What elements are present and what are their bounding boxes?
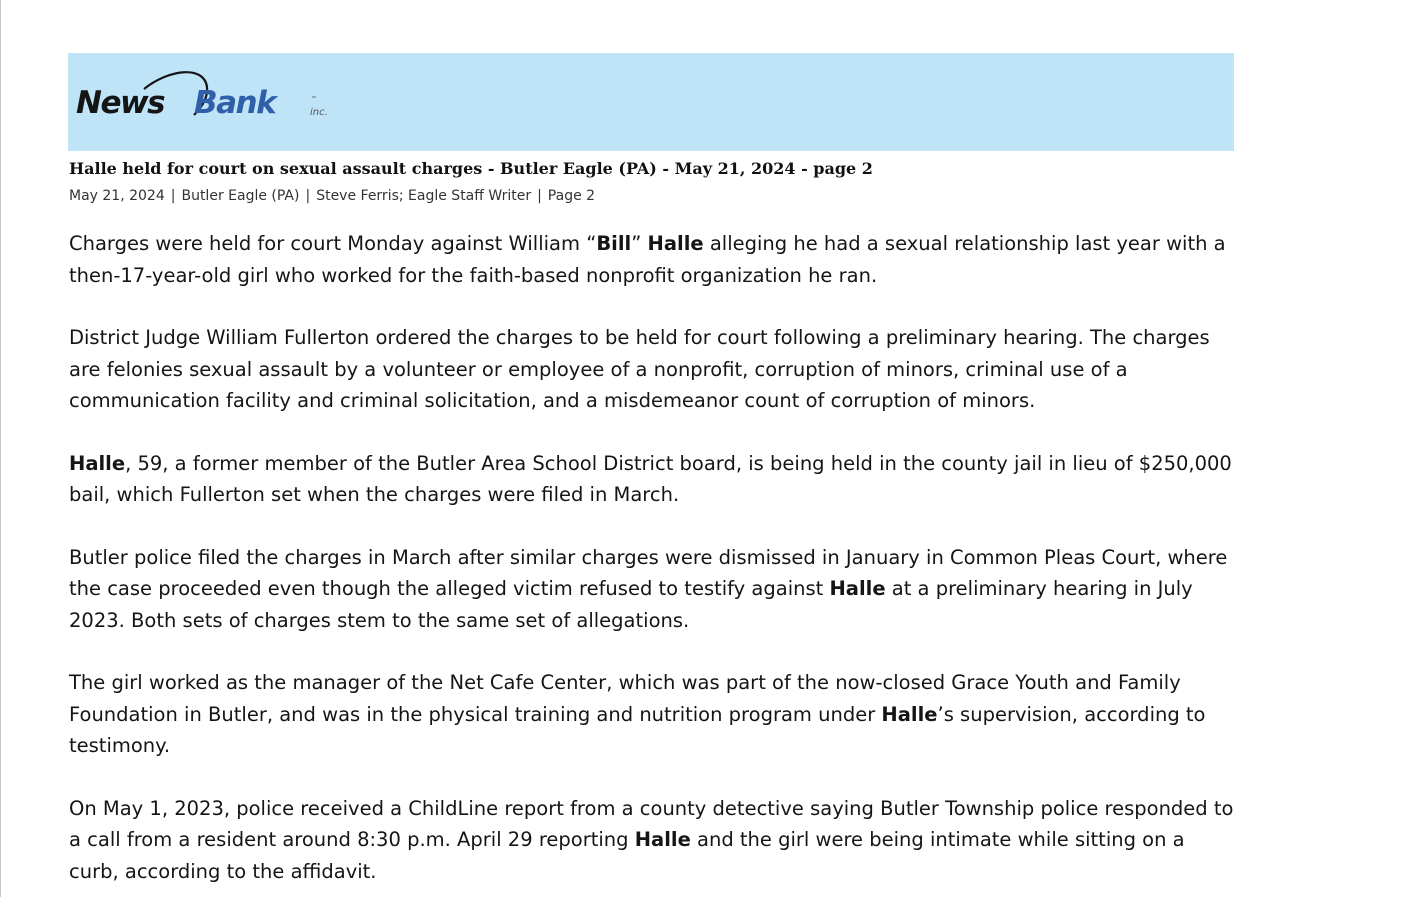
text-segment: , 59, a former member of the Butler Area School District board, is being held in the county jail in lieu of $250,000 bail, which Fullerton set when the charges were filed in March. [69,451,1232,506]
text-segment: On May 1, 2023, police received a ChildLine report from a county detective saying Butler Township police responded to a call from a resident around 8:30 p.m. April 29 reporting [69,796,1234,851]
meta-separator: | [537,188,542,204]
logo-news-text: News [76,85,165,121]
highlight-term: Halle [647,232,704,255]
meta-author: Steve Ferris; Eagle Staff Writer [316,188,532,204]
text-segment: and the girl were being intimate while sitting on a curb, according to the affidavit. [69,828,1185,883]
article-paragraph-2: District Judge William Fullerton ordered the charges to be held for court following a preliminary hearing. The charges are felonies sexual assault by a volunteer or employee of a nonprofit, corruption of minors, criminal use of a communication facility and criminal solicitation, and a misdemeanor count of corruption of minors. [69,326,1210,412]
newsbank-logo[interactable] [74,67,344,127]
highlight-term: Bill [596,232,632,255]
highlight-term: Halle [634,828,691,851]
highlight-term: Halle [829,577,886,600]
document-meta [69,186,595,206]
highlight-term: Halle [69,451,126,475]
article-paragraph-3 [69,448,1239,511]
meta-date: May 21, 2024 [69,188,165,204]
article-body [69,228,1239,897]
text-segment: alleging he had a sexual relationship last year with a then-17-year-old girl who worked for the faith-based nonprofit organization he ran. [69,232,1226,287]
page-left-border [0,0,1,897]
meta-separator: | [170,188,176,204]
article-paragraph-6 [69,793,1239,888]
article-paragraph-5 [69,667,1239,762]
meta-page: Page 2 [547,188,596,204]
text-segment: Charges were held for court Monday against William “ [69,232,597,255]
meta-separator: | [305,188,311,204]
meta-source: Butler Eagle (PA) [181,188,300,204]
newsbank-banner [68,53,1234,151]
highlight-term: Halle [881,702,938,726]
text-segment: ” [631,232,648,255]
text-segment: The girl worked as the manager of the Net Cafe Center, which was part of the now-closed Grace Youth and Family Foundation in Butler, and was in the physical training and nutrition program under [69,671,1181,726]
text-segment: at a preliminary hearing in July 2023. Both sets of charges stem to the same set of allegations. [69,577,1193,632]
article-paragraph-1 [69,228,1239,291]
logo-bank-text: Bank [194,85,276,121]
document-title: Halle held for court on sexual assault charges - Butler Eagle (PA) - May 21, 2024 - page 2 [69,159,873,178]
text-segment: Butler police filed the charges in March after similar charges were dismissed in January in Common Pleas Court, where the case proceeded even though the alleged victim refused to testify against [69,545,1228,600]
text-segment: ’s supervision, according to testimony. [69,702,1206,757]
logo-inc-text: inc. [310,107,328,118]
article-paragraph-4 [69,542,1239,637]
